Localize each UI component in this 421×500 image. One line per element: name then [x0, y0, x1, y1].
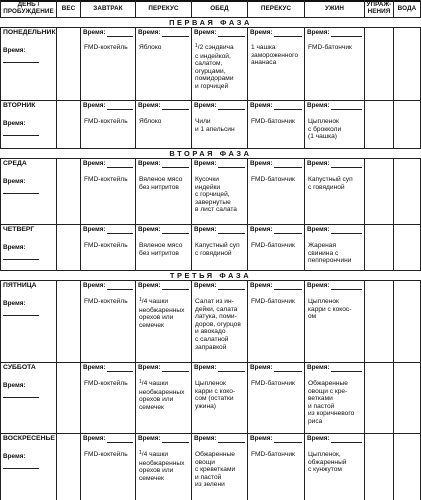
wake-time-label: Время:: [3, 178, 26, 185]
dinner-item: ветками: [308, 395, 333, 403]
breakfast-cell: [84, 380, 144, 388]
breakfast-time-input[interactable]: [107, 36, 133, 37]
breakfast-time-label: Время:: [83, 282, 106, 289]
breakfast-item: FMD-коктейль: [84, 118, 128, 125]
snack2-time-label: Время:: [250, 435, 273, 442]
snack1-time-label: Время:: [138, 282, 161, 289]
lunch-time-input[interactable]: [218, 36, 245, 37]
snack2-time-label: Время:: [250, 160, 273, 167]
snack1-cell: [139, 242, 199, 257]
col-divider: [304, 158, 305, 270]
snack2-cell: [251, 242, 311, 250]
dinner-item: обжаренный: [308, 458, 347, 466]
lunch-time-input[interactable]: [218, 167, 245, 168]
col-divider: [304, 280, 305, 500]
lunch-item: латука, поми-: [195, 313, 237, 321]
lunch-item: карри с коко-: [195, 387, 236, 395]
row-sat-bottom-border: [0, 433, 421, 434]
lunch-item: доров, огурцов: [195, 320, 241, 328]
snack2-time-label: Время:: [250, 29, 273, 36]
wake-time-input[interactable]: [3, 315, 39, 316]
snack2-cell: [251, 298, 311, 306]
col-divider: [56, 280, 57, 500]
lunch-item: в лист салата: [195, 206, 237, 214]
lunch-item: Кусочки: [195, 176, 219, 183]
snack1-item: орехов или: [139, 396, 174, 404]
col-divider: [393, 158, 394, 270]
wake-time-label: Время:: [3, 382, 26, 389]
dinner-time-input[interactable]: [331, 442, 362, 443]
fraction-numerator: 1: [139, 379, 142, 385]
breakfast-time-input[interactable]: [107, 233, 133, 234]
snack1-item-text: /4 чашки: [141, 298, 169, 305]
lunch-time-label: Время:: [194, 364, 217, 371]
lunch-item: и пастой: [195, 473, 222, 481]
lunch-item: ужина): [195, 402, 216, 410]
lunch-item: овощи: [195, 458, 215, 466]
snack2-time-input[interactable]: [274, 167, 302, 168]
lunch-time-label: Время:: [194, 435, 217, 442]
col-header-exercise: [365, 1, 393, 15]
snack1-time-input[interactable]: [162, 233, 189, 234]
dinner-item: Цыпленок: [308, 118, 339, 125]
phase1-bottom-border: [0, 27, 421, 28]
fraction-numerator: 1: [195, 43, 198, 49]
breakfast-item: FMD-коктейль: [84, 44, 128, 51]
lunch-cell: [195, 380, 255, 410]
snack1-item: семечек: [139, 403, 164, 411]
breakfast-item: FMD-коктейль: [84, 242, 128, 249]
lunch-item: Обжаренные: [195, 451, 235, 458]
breakfast-time-label: Время:: [83, 29, 106, 36]
breakfast-item: FMD-коктейль: [84, 298, 128, 305]
lunch-cell: [195, 176, 255, 214]
lunch-item: и авокадо: [195, 328, 226, 336]
wake-time-input[interactable]: [3, 468, 39, 469]
wake-time-input[interactable]: [3, 135, 39, 136]
dinner-cell: [308, 118, 368, 141]
snack1-time-label: Время:: [138, 102, 161, 109]
lunch-item: Капустный суп: [195, 242, 240, 249]
lunch-time-label: Время:: [194, 160, 217, 167]
day-name-wednesday: СРЕДА: [3, 160, 27, 167]
dinner-cell: [308, 380, 368, 426]
day-name-tuesday: ВТОРНИК: [3, 102, 36, 109]
dinner-item: из коричневого: [308, 410, 355, 418]
snack2-time-label: Время:: [250, 282, 273, 289]
snack2-cell: [251, 118, 311, 126]
col-divider: [0, 158, 1, 270]
col-header-day-line1: ДЕНЬ /: [17, 1, 40, 8]
breakfast-item: FMD-коктейль: [84, 380, 128, 387]
snack2-cell: [251, 176, 311, 184]
snack1-time-input[interactable]: [162, 371, 189, 372]
snack2-item: FMD-батончик: [251, 118, 295, 125]
day-name-thursday: ЧЕТВЕРГ: [3, 226, 35, 233]
col-divider: [0, 27, 1, 148]
lunch-item: дейки, салата: [195, 305, 238, 313]
breakfast-time-input[interactable]: [107, 167, 133, 168]
snack1-time-input[interactable]: [162, 442, 189, 443]
snack1-time-label: Время:: [138, 160, 161, 167]
dinner-cell: [308, 176, 368, 191]
dinner-time-label: Время:: [307, 364, 330, 371]
lunch-item: заправкой: [195, 343, 227, 351]
snack1-time-input[interactable]: [162, 109, 189, 110]
snack1-time-label: Время:: [138, 29, 161, 36]
day-name-monday: ПОНЕДЕЛЬНИК: [3, 29, 56, 36]
phase-three-heading: ТРЕТЬЯ ФАЗА: [169, 271, 252, 280]
dinner-item: с говядиной: [308, 183, 345, 191]
lunch-item: салатом,: [195, 60, 223, 68]
dinner-item: Обжаренные: [308, 380, 348, 387]
snack1-cell: [139, 118, 199, 126]
wake-time-label: Время:: [3, 453, 26, 460]
lunch-time-label: Время:: [194, 102, 217, 109]
dinner-time-label: Время:: [307, 226, 330, 233]
lunch-item: и 1 апельсин: [195, 125, 235, 133]
snack2-cell: [251, 380, 311, 388]
dinner-item: Жареная: [308, 242, 337, 249]
dinner-time-label: Время:: [307, 29, 330, 36]
dinner-item: пепперончини: [308, 257, 352, 265]
snack2-time-label: Время:: [250, 364, 273, 371]
snack2-time-input[interactable]: [274, 442, 302, 443]
snack1-cell: [139, 44, 199, 52]
snack2-time-label: Время:: [250, 102, 273, 109]
breakfast-time-label: Время:: [83, 435, 106, 442]
dinner-item: Цыпленок: [308, 298, 339, 305]
lunch-time-input[interactable]: [218, 371, 245, 372]
breakfast-time-input[interactable]: [107, 109, 133, 110]
col-header-breakfast: ЗАВТРАК: [93, 5, 123, 12]
snack2-time-label: Время:: [250, 226, 273, 233]
dinner-time-input[interactable]: [331, 167, 362, 168]
dinner-time-input[interactable]: [331, 371, 362, 372]
breakfast-cell: [84, 44, 144, 52]
wake-time-input[interactable]: [3, 62, 39, 63]
snack1-item: [139, 380, 199, 389]
snack1-item-text: /4 чашки: [141, 380, 169, 387]
dinner-time-input[interactable]: [331, 36, 362, 37]
lunch-time-label: Время:: [194, 226, 217, 233]
snack1-item: без нитритов: [139, 183, 179, 191]
col-header-snack1: ПЕРЕКУС: [148, 5, 179, 12]
lunch-cell: [195, 451, 255, 489]
dinner-time-label: Время:: [307, 435, 330, 442]
breakfast-cell: [84, 298, 144, 306]
breakfast-time-label: Время:: [83, 102, 106, 109]
dinner-cell: [308, 242, 368, 265]
dinner-item: Капустный суп: [308, 176, 353, 183]
dinner-item: Цыпленок,: [308, 451, 341, 458]
phase3-bottom-border: [0, 280, 421, 281]
breakfast-cell: [84, 451, 144, 459]
snack1-time-label: Время:: [138, 435, 161, 442]
day-name-sunday: ВОСКРЕСЕНЬЕ: [3, 435, 55, 442]
snack1-item: необжаренных: [139, 388, 185, 396]
col-divider: [0, 280, 1, 500]
col-header-dinner: УЖИН: [324, 5, 345, 12]
col-divider: [56, 158, 57, 270]
snack2-item: замороженного: [251, 51, 299, 59]
snack1-cell: [139, 451, 199, 482]
dinner-time-label: Время:: [307, 160, 330, 167]
dinner-item: риса: [308, 417, 323, 425]
col-header-snack2: ПЕРЕКУС: [260, 5, 292, 12]
lunch-time-label: Время:: [194, 282, 217, 289]
lunch-item: с салатной: [195, 335, 229, 343]
lunch-cell: [195, 242, 255, 257]
breakfast-time-label: Время:: [83, 364, 106, 371]
col-header-water: ВОДА: [397, 5, 417, 12]
lunch-item: Чили: [195, 118, 211, 125]
dinner-time-label: Время:: [307, 102, 330, 109]
breakfast-time-label: Время:: [83, 226, 106, 233]
dinner-item: и пастой: [308, 402, 335, 410]
col-header-lunch: ОБЕД: [210, 5, 229, 12]
col-divider: [56, 27, 57, 148]
snack1-item: [139, 298, 199, 307]
lunch-item: Цыпленок: [195, 380, 226, 387]
snack1-cell: [139, 298, 199, 329]
row-wed-bottom-border: [0, 224, 421, 225]
lunch-time-label: Время:: [194, 29, 217, 36]
col-header-exercise-line2: НЕНИЯ: [367, 8, 391, 15]
dinner-time-input[interactable]: [331, 289, 362, 290]
day-name-friday: ПЯТНИЦА: [3, 282, 37, 289]
snack1-item: [139, 451, 199, 460]
snack1-item: Вяленое мясо: [139, 176, 183, 183]
day-name-saturday: СУББОТА: [3, 364, 36, 371]
dinner-cell: [308, 451, 368, 474]
dinner-item: свинина с: [308, 249, 339, 257]
lunch-item: с индейкой,: [195, 52, 231, 60]
breakfast-time-input[interactable]: [107, 442, 133, 443]
col-header-weight: ВЕС: [61, 5, 76, 12]
row-fri-bottom-border: [0, 362, 421, 363]
snack1-item: семечек: [139, 474, 164, 482]
snack2-time-input[interactable]: [274, 36, 302, 37]
breakfast-item: FMD-коктейль: [84, 176, 128, 183]
phase-one-heading: ПЕРВАЯ ФАЗА: [169, 18, 252, 27]
dinner-item: с брокколи: [308, 125, 342, 133]
col-divider: [80, 280, 81, 500]
col-divider: [80, 158, 81, 270]
breakfast-item: FMD-коктейль: [84, 451, 128, 458]
lunch-item: завернутые: [195, 198, 231, 206]
col-divider: [393, 27, 394, 148]
lunch-time-input[interactable]: [218, 109, 245, 110]
snack1-time-label: Время:: [138, 226, 161, 233]
wake-time-input[interactable]: [3, 397, 39, 398]
breakfast-cell: [84, 242, 144, 250]
phase2-bottom-border: [0, 158, 421, 159]
dinner-item: карри с кокос-: [308, 305, 352, 313]
row-mon-bottom-border: [0, 100, 421, 101]
snack2-item: FMD-батончик: [251, 380, 295, 387]
snack1-item: без нитритов: [139, 249, 179, 257]
wake-time-input[interactable]: [3, 259, 39, 260]
col-divider: [135, 280, 136, 500]
snack2-item: FMD-батончик: [251, 242, 295, 249]
breakfast-time-label: Время:: [83, 160, 106, 167]
lunch-item: с говядиной: [195, 249, 232, 257]
snack1-item: Яблоко: [139, 118, 162, 125]
wake-time-label: Время:: [3, 300, 26, 307]
dinner-time-input[interactable]: [331, 233, 362, 234]
dinner-item: с кунжутом: [308, 466, 342, 474]
snack1-item: семечек: [139, 321, 164, 329]
lunch-item: и горчицей: [195, 82, 229, 90]
wake-time-label: Время:: [3, 244, 26, 251]
snack1-time-input[interactable]: [162, 36, 189, 37]
fraction-numerator: 1: [139, 450, 142, 456]
dinner-time-input[interactable]: [331, 109, 362, 110]
snack2-cell: [251, 44, 311, 67]
col-header-day-line2: ПРОБУЖДЕНИЕ: [3, 8, 54, 15]
wake-time-label: Время:: [3, 120, 26, 127]
dinner-time-label: Время:: [307, 282, 330, 289]
fraction-numerator: 1: [139, 297, 142, 303]
dinner-item: FMD-батончик: [308, 44, 352, 51]
snack2-time-input[interactable]: [274, 109, 302, 110]
snack2-cell: [251, 451, 311, 459]
snack2-item: FMD-батончик: [251, 298, 295, 305]
snack1-item: орехов или: [139, 314, 174, 322]
col-header-day: [1, 1, 56, 15]
lunch-item: сом (остатки: [195, 395, 234, 403]
lunch-cell: [195, 44, 255, 91]
snack1-item-text: /4 чашки: [141, 451, 169, 458]
lunch-cell: [195, 118, 255, 133]
snack1-item: Вяленое мясо: [139, 242, 183, 249]
snack1-cell: [139, 176, 199, 191]
snack1-item: необжаренных: [139, 306, 185, 314]
lunch-item: помидорами: [195, 75, 234, 83]
snack2-time-input[interactable]: [274, 289, 302, 290]
wake-time-input[interactable]: [3, 193, 39, 194]
dinner-cell: [308, 298, 368, 321]
lunch-item-text: /2 сэндвича: [197, 44, 234, 51]
dinner-item: (1 чашка): [308, 133, 337, 141]
breakfast-cell: [84, 118, 144, 126]
lunch-item: индейки: [195, 183, 221, 191]
lunch-time-input[interactable]: [218, 233, 245, 234]
lunch-item: [195, 44, 255, 53]
snack2-time-input[interactable]: [274, 371, 302, 372]
breakfast-time-input[interactable]: [107, 371, 133, 372]
snack1-item: Яблоко: [139, 44, 162, 51]
lunch-time-input[interactable]: [218, 442, 245, 443]
snack2-item: FMD-батончик: [251, 176, 295, 183]
snack1-cell: [139, 380, 199, 411]
lunch-item: с креветками: [195, 466, 236, 474]
col-divider: [135, 158, 136, 270]
wake-time-label: Время:: [3, 47, 26, 54]
breakfast-time-input[interactable]: [107, 289, 133, 290]
snack2-item: FMD-батончик: [251, 451, 295, 458]
dinner-cell: [308, 44, 368, 52]
dinner-item: овощи с кре-: [308, 387, 348, 395]
col-divider: [393, 280, 394, 500]
lunch-cell: [195, 298, 255, 351]
lunch-item: Салат из ин-: [195, 298, 234, 305]
snack2-item: 1 чашка: [251, 44, 276, 51]
snack2-item: ананаса: [251, 59, 277, 67]
snack1-item: необжаренных: [139, 459, 185, 467]
breakfast-cell: [84, 176, 144, 184]
lunch-item: с горчицей,: [195, 191, 230, 199]
snack1-time-input[interactable]: [162, 167, 189, 168]
lunch-item: огурцами,: [195, 67, 226, 75]
dinner-item: ом: [308, 313, 317, 321]
col-header-exercise-line1: УПРАЖ-: [366, 1, 392, 8]
snack1-time-input[interactable]: [162, 289, 189, 290]
snack1-item: орехов или: [139, 467, 174, 475]
col-divider: [80, 27, 81, 148]
snack2-time-input[interactable]: [274, 233, 302, 234]
snack1-time-label: Время:: [138, 364, 161, 371]
lunch-item: из зелени: [195, 481, 225, 489]
phase-two-heading: ВТОРАЯ ФАЗА: [169, 149, 252, 158]
table-top-border: [0, 0, 421, 2]
lunch-time-input[interactable]: [218, 289, 245, 290]
